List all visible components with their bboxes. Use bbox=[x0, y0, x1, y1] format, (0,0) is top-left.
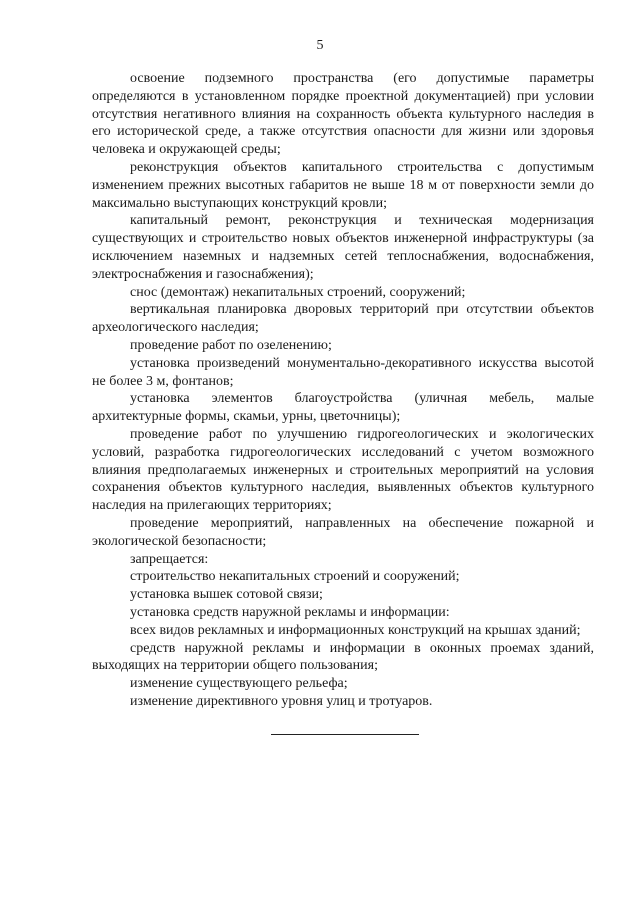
paragraph-outdoor-advertising: установка средств наружной рекламы и информации: bbox=[130, 604, 450, 620]
paragraph-reconstruction: реконструкция объектов капитального строительства с допустимым изменением прежних высотных габаритов не выше 18 м от поверхности земли до максимально выступающих конструкций кровли; bbox=[92, 159, 594, 211]
paragraph-vertical-planning: вертикальная планировка дворовых территорий при отсутствии объектов археологического наследия; bbox=[92, 302, 594, 336]
paragraph-non-capital-construction: строительство некапитальных строений и сооружений; bbox=[130, 569, 460, 585]
paragraph-safety: проведение мероприятий, направленных на обеспечение пожарной и экологической безопасности; bbox=[92, 515, 594, 549]
paragraph-demolition: снос (демонтаж) некапитальных строений, сооружений; bbox=[130, 284, 466, 300]
paragraph-relief-change: изменение существующего рельефа; bbox=[130, 676, 348, 692]
paragraph-roof-structures: всех видов рекламных и информационных конструкций на крышах зданий; bbox=[130, 622, 581, 638]
paragraph-monumental-art: установка произведений монументально-декоративного искусства высотой не более 3 м, фонтанов; bbox=[92, 355, 594, 389]
paragraph-landscaping: установка элементов благоустройства (уличная мебель, малые архитектурные формы, скамьи, урны, цветочницы); bbox=[92, 391, 594, 425]
paragraph-street-level: изменение директивного уровня улиц и тротуаров. bbox=[130, 693, 433, 709]
paragraph-cell-towers: установка вышек сотовой связи; bbox=[130, 587, 323, 603]
paragraph-capital-repair: капитальный ремонт, реконструкция и техническая модернизация существующих и строительство новых объектов инженерной инфраструктуры (за исключением наземных и надземных сетей теплоснабжения, водоснабжения, электроснабжения и газоснабжения); bbox=[92, 213, 594, 282]
paragraph-hydrogeology: проведение работ по улучшению гидрогеологических и экологических условий, разработка гидрогеологических исследований с учетом возможного влияния предполагаемых инженерных и строительных мероприятий на условия сохранения объектов культурного наследия, выявленных объектов культурного наследия на прилегающих территориях; bbox=[92, 426, 594, 514]
paragraph-greening: проведение работ по озеленению; bbox=[130, 337, 332, 353]
page-number: 5 bbox=[316, 38, 324, 53]
paragraph-window-advertising: средств наружной рекламы и информации в оконных проемах зданий, выходящих на территории общего пользования; bbox=[92, 640, 594, 674]
document-body bbox=[92, 70, 594, 711]
closing-divider bbox=[271, 734, 419, 735]
paragraph-prohibited-heading: запрещается: bbox=[130, 551, 209, 567]
paragraph-underground-space: освоение подземного пространства (его допустимые параметры определяются в установленном порядке проектной документацией) при условии отсутствия негативного влияния на сохранность объекта культурного наследия в его исторической среде, а также отсутствия опасности для жизни или здоровья человека и окружающей среды; bbox=[92, 71, 594, 158]
